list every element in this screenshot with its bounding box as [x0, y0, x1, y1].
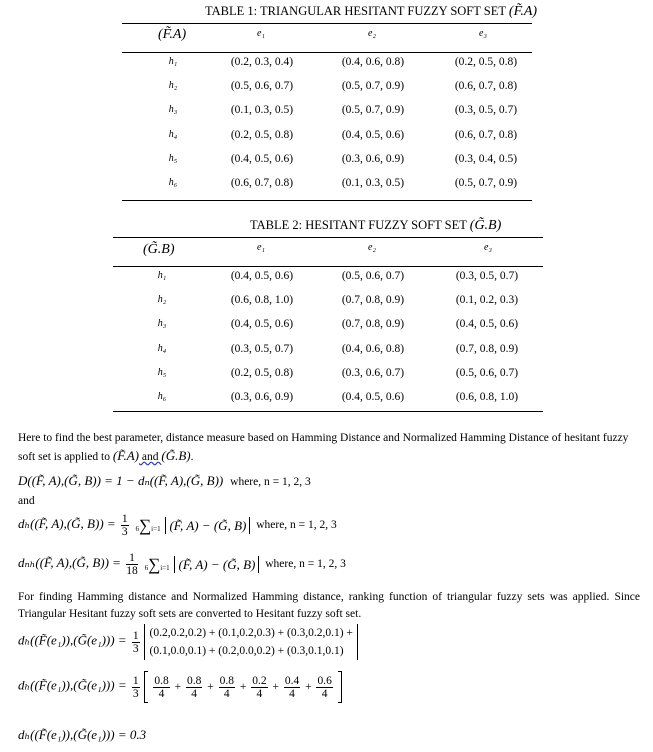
table2-cell: (0.4, 0.5, 0.6)	[341, 391, 405, 403]
fraction-numerator: 1	[132, 629, 139, 642]
equation-example-1	[18, 624, 358, 660]
fraction-numerator: 0.8	[219, 674, 234, 687]
plus-sign: +	[204, 680, 217, 693]
fraction-numerator: 0.8	[154, 674, 169, 687]
fraction-denominator: 3	[132, 687, 139, 700]
plus-sign: +	[236, 680, 250, 693]
equation-result: dₕ((F̃(e₁)),(G̃(e₁))) = 0.3	[18, 727, 147, 742]
sum-lower: i=1	[160, 564, 170, 572]
table2-col-e2: e₂	[368, 242, 376, 253]
table2-row-label: h₃	[157, 318, 167, 330]
table2-cell: (0.4, 0.5, 0.6)	[230, 318, 294, 331]
fraction-denominator: 3	[132, 642, 139, 655]
table1-cell: (0.3, 0.5, 0.7)	[454, 104, 518, 117]
fraction-one-eighteenth	[126, 552, 138, 577]
table2-col-e1: e₁	[257, 242, 265, 253]
table2-cell: (0.3, 0.6, 0.9)	[230, 391, 294, 403]
fraction-numerator: 1	[121, 513, 128, 525]
table1-row-label: h₆	[168, 177, 178, 188]
right-bracket	[338, 671, 342, 703]
plus-sign: +	[171, 680, 184, 693]
table1-top-rule	[122, 23, 532, 24]
abs-bracket	[144, 624, 357, 660]
fraction-term	[186, 675, 202, 700]
equation-normalized-body: (F̃, A) − (G̃, B)	[174, 556, 259, 573]
table2-header-rule	[113, 266, 543, 267]
fraction-one-third	[132, 630, 140, 655]
sum-symbol: 6∑i=1	[135, 516, 161, 535]
table1-cell: (0.4, 0.5, 0.6)	[230, 152, 294, 165]
table2-cell: (0.7, 0.8, 0.9)	[341, 318, 405, 331]
sum-upper: 6	[144, 564, 149, 572]
fraction-term	[251, 675, 267, 700]
fraction-denominator: 18	[126, 565, 138, 577]
table1-caption-symbol: (F̃.A)	[508, 4, 538, 19]
fraction-sum	[151, 674, 335, 700]
word-and: and	[139, 451, 162, 463]
table2-row-label: h₁	[157, 270, 167, 281]
fraction-term	[284, 675, 300, 700]
table2-cell: (0.3, 0.5, 0.7)	[455, 270, 519, 282]
table1-bottom-rule	[122, 200, 532, 201]
table2-cell: (0.7, 0.8, 0.9)	[341, 294, 405, 307]
table1-cell: (0.1, 0.3, 0.5)	[230, 104, 294, 117]
fraction-numerator: 1	[132, 674, 139, 687]
table1-cell: (0.3, 0.4, 0.5)	[454, 152, 518, 165]
fraction-numerator: 0.8	[186, 674, 202, 687]
table1-row-label: h₅	[168, 152, 178, 164]
table2-row-label: h₂	[157, 294, 167, 306]
table2-cell: (0.6, 0.8, 1.0)	[455, 391, 519, 403]
table1-cell: (0.5, 0.6, 0.7)	[230, 80, 294, 93]
equation-normalized-lhs: dₙₕ((F̃, A),(G̃, B)) =	[18, 555, 125, 571]
table2-top-rule	[113, 237, 543, 238]
table1-header-rule	[122, 52, 532, 53]
equation-normalized-where: where, n = 1, 2, 3	[265, 558, 346, 571]
table2-cell: (0.3, 0.5, 0.7)	[230, 342, 294, 355]
table1-cell: (0.3, 0.6, 0.9)	[341, 152, 405, 165]
table1-row-label: h₂	[168, 80, 178, 92]
table1-col-e3: e₃	[479, 28, 487, 39]
table1-cell: (0.4, 0.6, 0.8)	[341, 56, 405, 68]
table1-caption	[205, 4, 537, 20]
table1-cell: (0.4, 0.5, 0.6)	[341, 128, 405, 141]
table2-cell: (0.5, 0.6, 0.7)	[341, 270, 405, 282]
equation-example-2	[18, 671, 342, 703]
equation-hamming	[18, 513, 337, 538]
table2-header-symbol: (G̃.B)	[143, 242, 175, 257]
equation-distance	[18, 473, 311, 489]
left-bracket	[144, 671, 148, 703]
equation-normalized-hamming	[18, 552, 346, 577]
fraction-term	[219, 675, 235, 700]
sum-upper: 6	[135, 525, 140, 533]
table1-header-symbol: (F̃.A)	[158, 27, 187, 42]
table2-cell: (0.2, 0.5, 0.8)	[230, 366, 294, 379]
fraction-term	[153, 675, 169, 700]
table2-row-label: h₅	[157, 366, 167, 378]
table1-row-label: h₃	[168, 104, 178, 116]
equation-example-1-line2: (0.1,0.0,0.1) + (0.2,0.0,0.2) + (0.3,0.1,0.1)	[149, 645, 344, 657]
equation-example-2-lhs: dₕ((F̃(e₁)),(G̃(e₁))) =	[18, 677, 130, 693]
equation-distance-body: D((F̃, A),(G̃, B)) = 1 − dₙ((F̃, A),(G̃, B))	[18, 473, 224, 488]
fraction-one-third	[132, 675, 140, 700]
equation-hamming-body: (F̃, A) − (G̃, B)	[165, 517, 250, 534]
table2-cell: (0.6, 0.8, 1.0)	[230, 294, 294, 307]
table2-cell: (0.3, 0.6, 0.7)	[341, 366, 405, 379]
table1-cell: (0.6, 0.7, 0.8)	[454, 128, 518, 141]
table2-row-label: h₆	[157, 391, 167, 402]
equation-hamming-where: where, n = 1, 2, 3	[256, 519, 337, 532]
fraction-numerator: 1	[126, 552, 138, 565]
table1-col-e2: e₂	[368, 28, 376, 39]
symbol-g-b: (G̃.B)	[161, 448, 191, 463]
symbol-f-a: (F̃.A)	[112, 448, 139, 463]
paragraph-ranking: For finding Hamming distance and Normalized Hamming distance, ranking function of triangular fuzzy sets was applied. Since Triangular Hesitant fuzzy soft sets are converted to Hesitant fuzzy soft set.	[18, 591, 640, 620]
table2-caption	[250, 218, 501, 234]
table2-cell: (0.7, 0.8, 0.9)	[455, 342, 519, 355]
table2-cell: (0.1, 0.2, 0.3)	[455, 294, 519, 307]
table1-row-label: h₄	[168, 128, 178, 140]
table1-cell: (0.5, 0.7, 0.9)	[341, 80, 405, 93]
table1-cell: (0.1, 0.3, 0.5)	[341, 177, 405, 189]
table1-col-e1: e₁	[257, 28, 265, 39]
table2-bottom-rule	[113, 411, 543, 412]
equation-example-1-line1: (0.2,0.2,0.2) + (0.1,0.2,0.3) + (0.3,0.2,0.1) +	[149, 627, 353, 639]
equation-hamming-lhs: dₕ((F̃, A),(G̃, B)) =	[18, 516, 119, 532]
equation-example-1-lhs: dₕ((F̃(e₁)),(G̃(e₁))) =	[18, 632, 130, 648]
table1-cell: (0.2, 0.5, 0.8)	[454, 56, 518, 68]
table2-caption-text: TABLE 2: HESITANT FUZZY SOFT SET	[250, 218, 470, 232]
fraction-numerator: 0.2	[252, 674, 267, 687]
table1-cell: (0.6, 0.7, 0.8)	[230, 177, 294, 189]
table1-cell: (0.5, 0.7, 0.9)	[341, 104, 405, 117]
table1-cell: (0.2, 0.3, 0.4)	[230, 56, 294, 68]
fraction-denominator: 4	[158, 687, 165, 700]
fraction-denominator: 4	[321, 687, 328, 700]
paragraph-intro-text: Here to find the best parameter, distance measure based on Hamming Distance and Normalized Hamming Distance of hesitant fuzzy soft set is applied to	[18, 432, 629, 463]
fraction-denominator: 4	[256, 687, 263, 700]
table1-cell: (0.2, 0.5, 0.8)	[230, 128, 294, 141]
table2-caption-symbol: (G̃.B)	[469, 218, 502, 233]
fraction-denominator: 3	[121, 526, 128, 538]
fraction-denominator: 4	[191, 687, 198, 700]
period: .	[190, 451, 194, 463]
fraction-numerator: 0.6	[317, 674, 332, 687]
paragraph-intro	[18, 430, 640, 466]
table2-col-e3: e₃	[484, 242, 492, 253]
fraction-denominator: 4	[289, 687, 295, 700]
fraction-denominator: 4	[223, 687, 230, 700]
table1-row-label: h₁	[168, 56, 178, 67]
fraction-term	[316, 675, 332, 700]
word-and-line: and	[18, 495, 35, 507]
table1-cell: (0.6, 0.7, 0.8)	[454, 80, 518, 93]
table2-cell: (0.4, 0.6, 0.8)	[341, 342, 405, 355]
equation-distance-where: where, n = 1, 2, 3	[230, 476, 311, 488]
table2-row-label: h₄	[157, 342, 167, 354]
fraction-numerator: 0.4	[284, 674, 300, 687]
plus-sign: +	[302, 680, 315, 693]
table2-cell: (0.4, 0.5, 0.6)	[455, 318, 519, 331]
plus-sign: +	[269, 680, 282, 693]
table1-caption-text: TABLE 1: TRIANGULAR HESITANT FUZZY SOFT SET	[205, 4, 509, 18]
sum-lower: i=1	[151, 525, 161, 533]
table1-cell: (0.5, 0.7, 0.9)	[454, 177, 518, 189]
table2-cell: (0.5, 0.6, 0.7)	[455, 366, 519, 379]
fraction-one-third	[121, 513, 129, 538]
sum-symbol: 6∑i=1	[144, 555, 170, 574]
table2-cell: (0.4, 0.5, 0.6)	[230, 270, 294, 282]
